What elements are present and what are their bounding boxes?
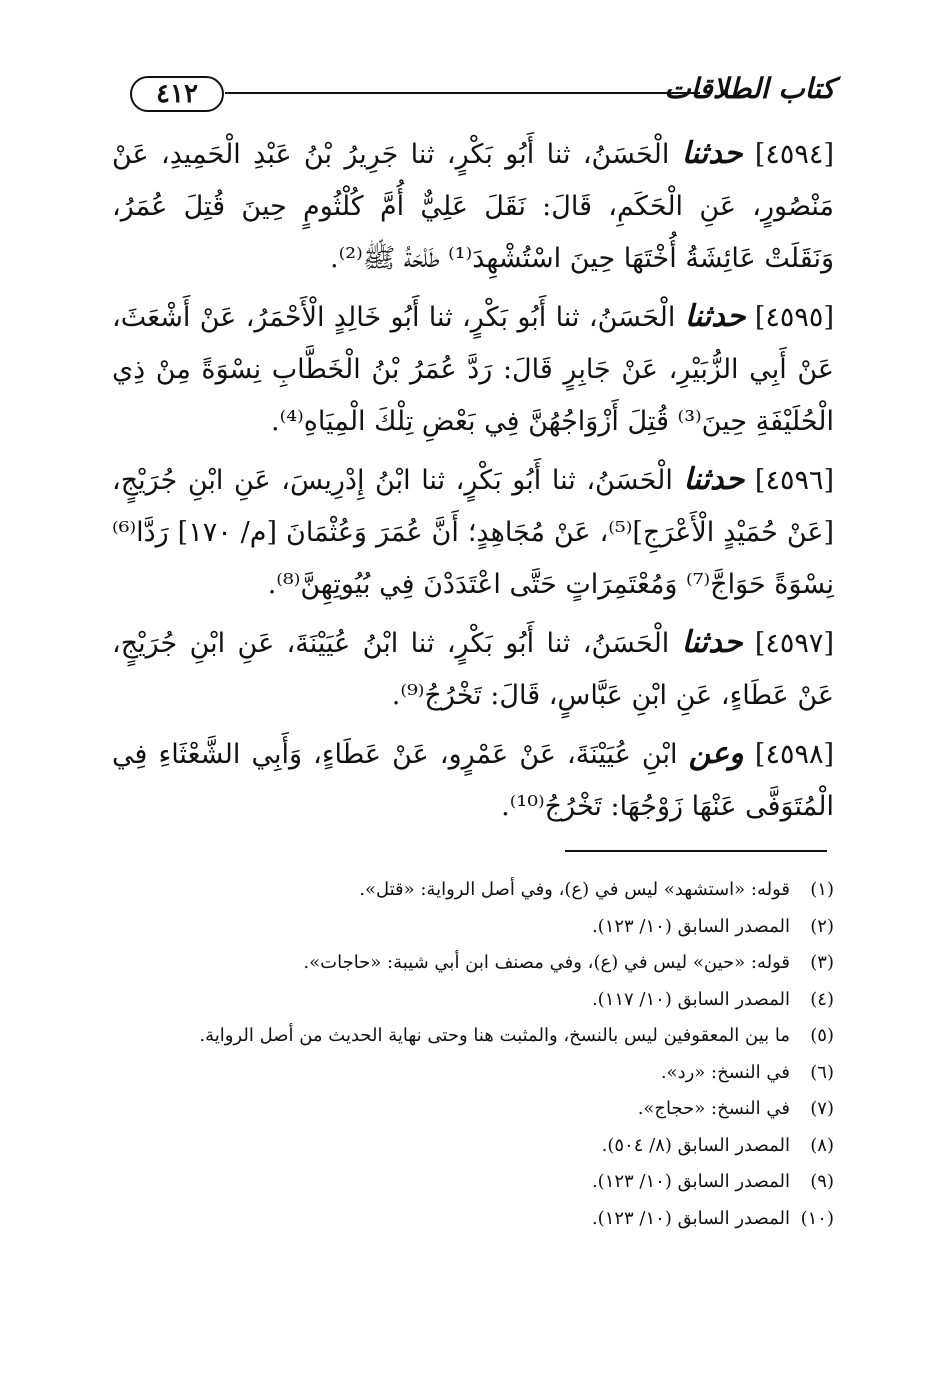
footnote-number: (٥) [810, 1025, 834, 1046]
hadith-lead-word: حدثنا [681, 136, 743, 171]
hadith-number: [٤٥٩٦] [754, 465, 834, 496]
footnote [112, 945, 834, 982]
footnote [112, 1128, 834, 1165]
footnote-number: (١) [810, 879, 834, 900]
footnote-text: المصدر السابق (١٠/ ١٢٣). [591, 1171, 790, 1192]
hadith-paragraph [112, 728, 834, 833]
footnote [112, 1201, 834, 1238]
footnote-number: (٢) [810, 915, 834, 937]
footnote-number: (٣) [810, 952, 834, 973]
hadith-paragraph [112, 128, 834, 285]
hadith-paragraph [112, 617, 834, 722]
footnote-text: المصدر السابق (١٠/ ١٢٣). [591, 915, 790, 937]
footnote-text: قوله: «استشهد» ليس في (ع)، وفي أصل الرواية: «قتل». [359, 879, 790, 900]
hadith-text: الْحَسَنُ، ثنا أَبُو بَكْرٍ، ثنا أَبُو خَالِدٍ الْأَحْمَرُ، عَنْ أَشْعَثَ، عَنْ أَبِي الزُّبَيْرِ، عَنْ جَابِرٍ قَالَ: رَدَّ عُمَرُ بْنُ الْخَطَّابِ نِسْوَةً مِنْ ذِي الْحُلَيْفَةِ حِينَ⁽³⁾ قُتِلَ أَزْوَاجُهُنَّ فِي بَعْضِ تِلْكَ الْمِيَاهِ⁽⁴⁾. [112, 302, 834, 437]
footnotes [112, 872, 834, 1237]
book-title: كتاب الطلاقات [664, 72, 835, 105]
hadith-number: [٤٥٩٧] [754, 628, 834, 659]
footnote-number: (٤) [810, 988, 834, 1010]
hadith-number: [٤٥٩٨] [754, 739, 834, 770]
hadith-lead-word: حدثنا [684, 299, 746, 334]
footnote [112, 1164, 834, 1201]
footnote-text: المصدر السابق (٨/ ٥٠٤). [601, 1134, 790, 1156]
footnote-number: (٩) [810, 1171, 834, 1192]
footnote [112, 1091, 834, 1128]
hadith-text: ابْنِ عُيَيْنَةَ، عَنْ عَمْرٍو، عَنْ عَطَاءٍ، وَأَبِي الشَّعْثَاءِ فِي الْمُتَوَفَّى عَنْهَا زَوْجُهَا: تَخْرُجُ⁽¹⁰⁾. [112, 739, 834, 822]
footnote-text: المصدر السابق (١٠/ ١٢٣). [591, 1207, 790, 1229]
page-number-badge: ٤١٢ [130, 76, 224, 112]
hadith-text: الْحَسَنُ، ثنا أَبُو بَكْرٍ، ثنا ابْنُ عُيَيْنَةَ، عَنِ ابْنِ جُرَيْجٍ، عَنْ عَطَاءٍ، عَنِ ابْنِ عَبَّاسٍ، قَالَ: تَخْرُجُ⁽⁹⁾. [112, 628, 834, 711]
hadith-lead-word: حدثنا [681, 625, 743, 660]
footnote-text: في النسخ: «حجاج». [637, 1098, 790, 1119]
footnote-separator [565, 850, 827, 852]
footnote [112, 872, 834, 909]
footnote [112, 982, 834, 1019]
hadith-paragraph [112, 291, 834, 448]
footnote [112, 1055, 834, 1092]
hadith-lead-word: حدثنا [683, 462, 745, 497]
hadith-number: [٤٥٩٥] [754, 302, 834, 333]
main-text [112, 128, 834, 839]
footnote-number: (٦) [810, 1061, 834, 1083]
footnote-number: (١٠) [800, 1207, 834, 1229]
footnote-text: قوله: «حين» ليس في (ع)، وفي مصنف ابن أبي شيبة: «حاجات». [303, 952, 790, 973]
footnote-text: في النسخ: «رد». [660, 1061, 790, 1083]
hadith-text: الْحَسَنُ، ثنا أَبُو بَكْرٍ، ثنا ابْنُ إِدْرِيسَ، عَنِ ابْنِ جُرَيْجٍ، [عَنْ حُمَيْدٍ الْأَعْرَجِ]⁽⁵⁾، عَنْ مُجَاهِدٍ؛ أَنَّ عُمَرَ وَعُثْمَانَ [م/ ١٧٠] رَدَّا⁽⁶⁾ نِسْوَةً حَوَاجَّ⁽⁷⁾ وَمُعْتَمِرَاتٍ حَتَّى اعْتَدَدْنَ فِي بُيُوتِهِنَّ⁽⁸⁾. [112, 465, 835, 600]
hadith-paragraph [112, 454, 834, 611]
page-header [130, 70, 835, 120]
header-rule [225, 92, 700, 94]
footnote-text: ما بين المعقوفين ليس بالنسخ، والمثبت هنا وحتى نهاية الحديث من أصل الرواية. [199, 1025, 790, 1046]
hadith-lead-word: وعن [688, 736, 744, 771]
footnote [112, 1018, 834, 1055]
footnote-number: (٧) [810, 1098, 834, 1119]
hadith-number: [٤٥٩٤] [754, 139, 834, 170]
footnote [112, 909, 834, 946]
footnote-number: (٨) [810, 1134, 834, 1156]
footnote-text: المصدر السابق (١٠/ ١١٧). [591, 988, 790, 1010]
hadith-text: الْحَسَنُ، ثنا أَبُو بَكْرٍ، ثنا جَرِيرُ بْنُ عَبْدِ الْحَمِيدِ، عَنْ مَنْصُورٍ، عَنِ الْحَكَمِ، قَالَ: نَقَلَ عَلِيٌّ أُمَّ كُلْثُومٍ حِينَ قُتِلَ عُمَرُ، وَنَقَلَتْ عَائِشَةُ أُخْتَهَا حِينَ اسْتُشْهِدَ⁽¹⁾ طَلْحَةُ ﷺ⁽²⁾. [112, 139, 834, 274]
